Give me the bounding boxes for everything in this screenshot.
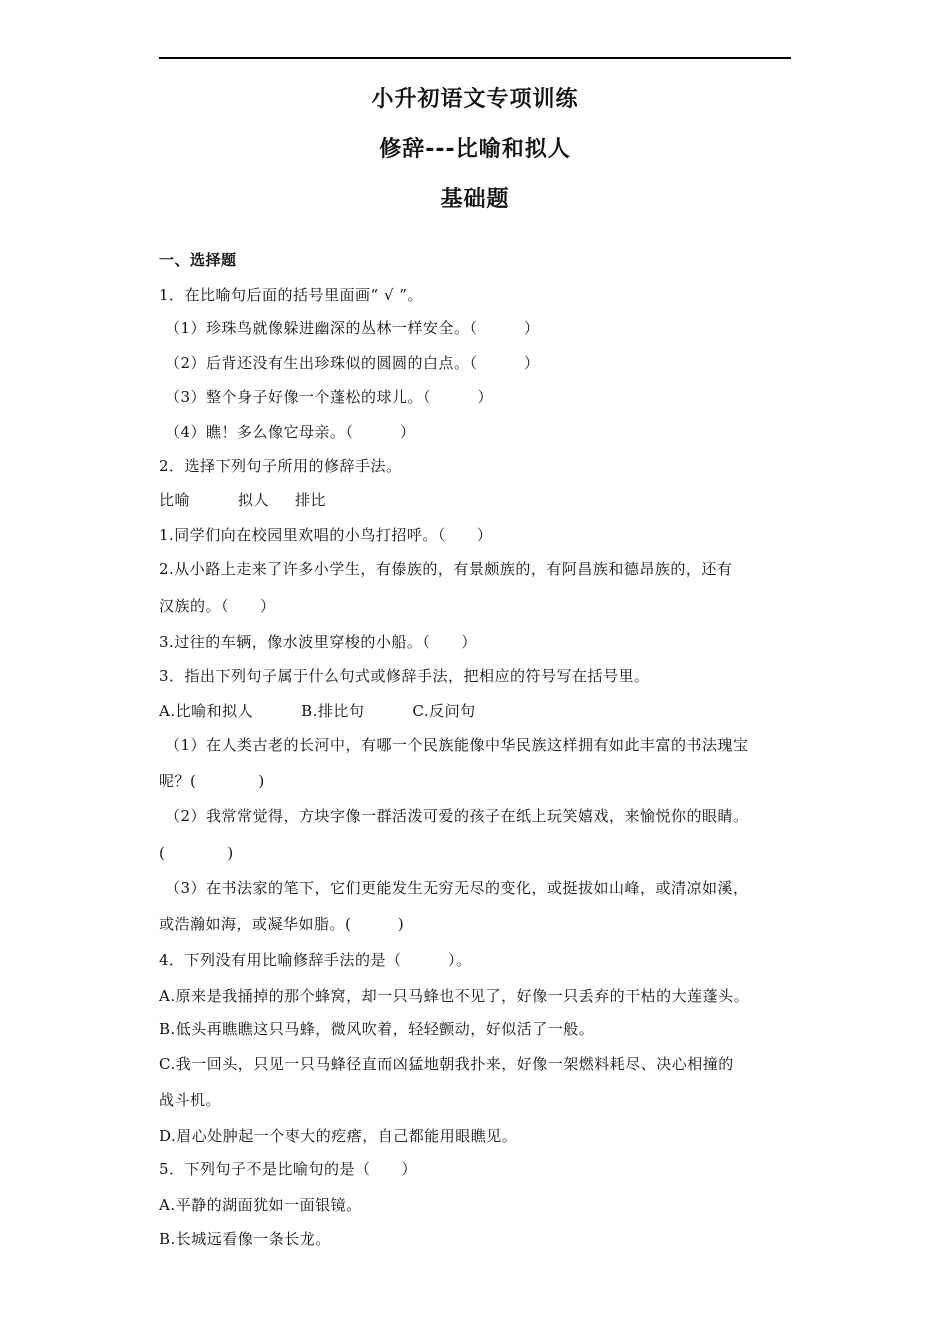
option-parallelism: 排比 [295, 491, 327, 509]
question-4-option-c: C.我一回头，只见一只马蜂径直而凶猛地朝我扑来，好像一架燃料耗尽、决心相撞的 [159, 1055, 734, 1073]
question-3-options [159, 701, 799, 721]
option-c: C.反问句 [412, 702, 476, 720]
question-1-item-3: （3）整个身子好像一个蓬松的球儿。（ ） [165, 388, 494, 406]
question-2-item-3: 3.过往的车辆，像水波里穿梭的小船。（ ） [159, 633, 477, 651]
question-1-item-1: （1）珍珠鸟就像躲进幽深的丛林一样安全。（ ） [165, 319, 540, 337]
question-3-item-2-cont: ( ) [159, 844, 234, 862]
document-level: 基础题 [440, 187, 510, 212]
question-4-option-c-cont: 战斗机。 [159, 1091, 222, 1109]
option-metaphor: 比喻 [159, 491, 191, 509]
question-4-option-b: B.低头再瞧瞧这只马蜂，微风吹着，轻轻颤动，好似活了一般。 [159, 1020, 595, 1038]
question-2-item-2: 2.从小路上走来了许多小学生，有傣族的，有景颇族的，有阿昌族和德昂族的，还有 [159, 560, 733, 578]
question-3-stem: 3．指出下列句子属于什么句式或修辞手法，把相应的符号写在括号里。 [159, 667, 650, 685]
document-subtitle: 修辞---比喻和拟人 [379, 137, 571, 162]
question-3-item-1-cont: 呢？( ) [159, 772, 265, 790]
question-4-option-a: A.原来是我捅掉的那个蜂窝，却一只马蜂也不见了，好像一只丢弃的干枯的大莲蓬头。 [159, 987, 750, 1005]
question-3-item-3-cont: 或浩瀚如海，或凝华如脂。( ) [159, 915, 405, 933]
question-4-stem: 4．下列没有用比喻修辞手法的是（ ）。 [159, 951, 472, 969]
section-heading: 一、选择题 [159, 251, 237, 269]
question-2-stem: 2．选择下列句子所用的修辞手法。 [159, 457, 402, 475]
question-5-option-a: A.平静的湖面犹如一面银镜。 [159, 1196, 362, 1214]
question-2-item-2-cont: 汉族的。（ ） [159, 597, 276, 615]
question-5-option-b: B.长城远看像一条长龙。 [159, 1230, 331, 1248]
question-2-options [159, 490, 799, 510]
question-5-stem: 5．下列句子不是比喻句的是（ ） [159, 1160, 418, 1178]
question-2-item-1: 1.同学们向在校园里欢唱的小鸟打招呼。（ ） [159, 526, 493, 544]
question-1-item-2: （2）后背还没有生出珍珠似的圆圆的白点。（ ） [165, 354, 540, 372]
option-b: B.排比句 [301, 702, 365, 720]
question-1-stem: 1．在比喻句后面的括号里面画“ √ ”。 [159, 286, 423, 304]
option-a: A.比喻和拟人 [159, 702, 254, 720]
document-title: 小升初语文专项训练 [371, 87, 579, 112]
question-3-item-3: （3）在书法家的笔下，它们更能发生无穷无尽的变化，或挺拔如山峰，或清凉如溪， [165, 879, 749, 897]
question-3-item-1: （1）在人类古老的长河中，有哪一个民族能像中华民族这样拥有如此丰富的书法瑰宝 [165, 736, 749, 754]
option-personification: 拟人 [238, 491, 270, 509]
question-1-item-4: （4）瞧！多么像它母亲。（ ） [165, 423, 416, 441]
question-3-item-2: （2）我常常觉得，方块字像一群活泼可爱的孩子在纸上玩笑嬉戏，来愉悦你的眼睛。 [165, 807, 749, 825]
question-4-option-d: D.眉心处肿起一个枣大的疙瘩，自己都能用眼瞧见。 [159, 1127, 518, 1145]
header-rule [159, 57, 791, 59]
